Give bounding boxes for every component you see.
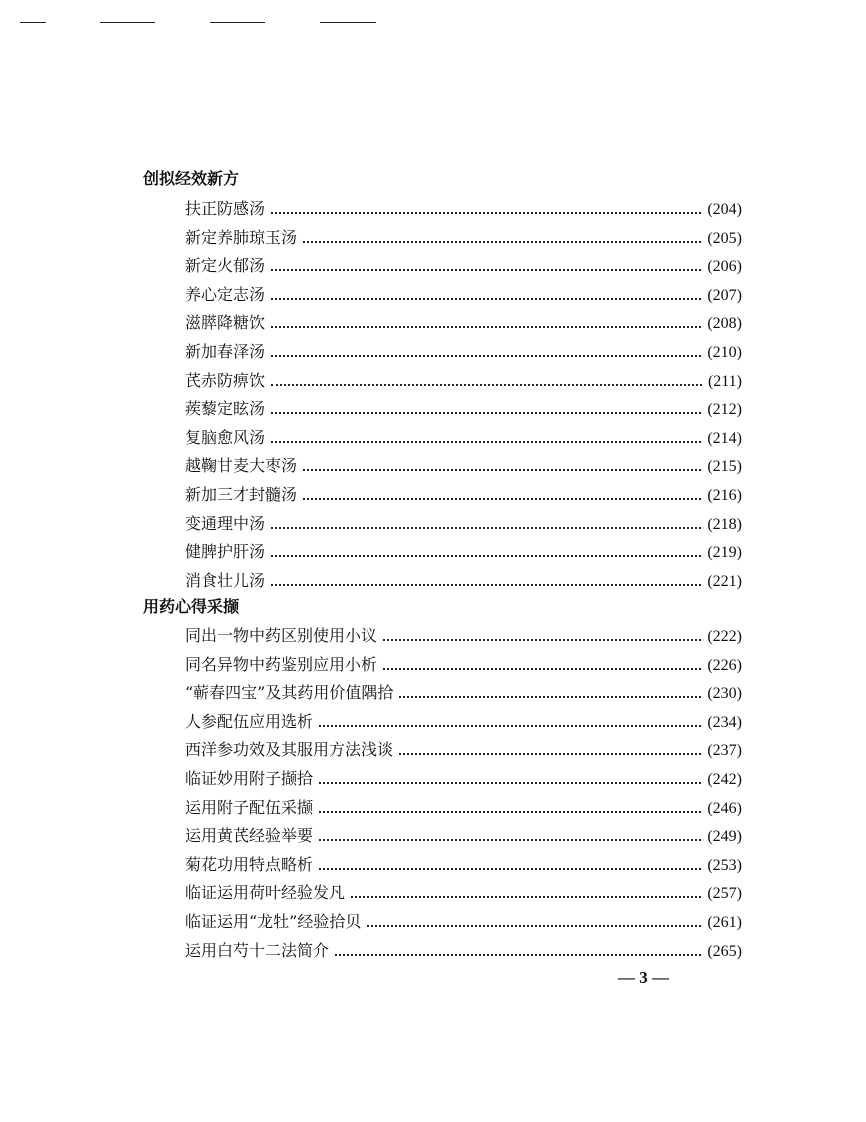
toc-entry[interactable] (185, 482, 742, 504)
header-rule (320, 22, 376, 23)
entry-title: 临证妙用附子撷拾 (185, 769, 314, 788)
entry-title: 临证运用“龙牡”经验拾贝 (185, 912, 362, 931)
toc-entry[interactable] (185, 196, 742, 218)
dot-leader (351, 896, 701, 898)
entry-page: (257) (707, 885, 742, 903)
toc-entry[interactable] (185, 909, 742, 931)
toc-entry[interactable] (185, 511, 742, 533)
toc-entry[interactable] (185, 823, 742, 845)
entry-title: 菊花功用特点略析 (185, 854, 314, 874)
entry-page: (222) (707, 628, 742, 645)
entry-page: (211) (707, 372, 742, 390)
entry-title: 消食壮儿汤 (185, 570, 266, 590)
dot-leader (271, 326, 701, 328)
dot-leader (271, 412, 701, 414)
entry-title: 新定火郁汤 (185, 256, 266, 276)
entry-title: 滋膵降糖饮 (185, 313, 266, 333)
entry-page: (208) (707, 315, 742, 333)
entry-title: 西洋参功效及其服用方法浅谈 (185, 740, 394, 760)
entry-page: (249) (707, 828, 742, 846)
entry-page: (212) (707, 401, 742, 419)
entry-page: (230) (707, 685, 742, 703)
entry-title: 同名异物中药鉴别应用小析 (185, 654, 378, 674)
entry-page: (226) (707, 656, 742, 674)
dot-leader (271, 527, 701, 529)
dot-leader (335, 954, 701, 956)
page-number: — 3 — (618, 968, 669, 987)
entry-title: 蒺藜定眩汤 (185, 399, 266, 419)
toc-entry[interactable] (185, 225, 742, 247)
dot-leader (399, 696, 701, 698)
entry-page: (221) (707, 572, 742, 590)
dot-leader (303, 241, 701, 243)
dot-leader (319, 725, 701, 727)
toc-entry[interactable] (185, 737, 742, 759)
dot-leader (399, 753, 701, 755)
entry-title: 变通理中汤 (185, 513, 266, 533)
entry-title: 临证运用荷叶经验发凡 (185, 883, 346, 903)
toc-entry[interactable] (185, 425, 742, 447)
toc-entry[interactable] (185, 310, 742, 332)
dot-leader (319, 811, 701, 813)
toc-entry[interactable] (185, 568, 742, 590)
entry-title: 运用附子配伍采撷 (185, 797, 314, 817)
dot-leader (319, 868, 701, 870)
entry-page: (242) (707, 771, 742, 788)
entry-title: 越鞠甘麦大枣汤 (185, 456, 298, 476)
dot-leader (271, 441, 701, 443)
toc-entry[interactable] (185, 396, 742, 418)
dot-leader (271, 584, 701, 586)
dot-leader (271, 555, 701, 557)
entry-page: (246) (707, 799, 742, 817)
entry-title: 复脑愈风汤 (185, 427, 266, 447)
entry-title: 同出一物中药区别使用小议 (185, 626, 378, 645)
toc-entry[interactable] (185, 880, 742, 902)
entry-title: 养心定志汤 (185, 284, 266, 304)
entry-page: (205) (707, 229, 742, 247)
entry-page: (218) (707, 515, 742, 533)
entry-page: (214) (707, 429, 742, 447)
entry-page: (207) (707, 286, 742, 304)
entry-title: 新加春泽汤 (185, 342, 266, 361)
entry-page: (216) (707, 487, 742, 504)
entry-page: (210) (707, 344, 742, 361)
dot-leader (303, 498, 701, 500)
dot-leader (303, 469, 701, 471)
dot-leader (271, 384, 702, 386)
entry-page: (204) (707, 201, 742, 218)
toc-entry[interactable] (185, 680, 742, 702)
section-heading: 创拟经效新方 (143, 169, 240, 188)
toc-entry[interactable] (185, 709, 742, 731)
dot-leader (271, 269, 701, 271)
entry-page: (206) (707, 258, 742, 276)
entry-title: 扶正防感汤 (185, 199, 266, 218)
entry-title: 新定养肺琼玉汤 (185, 227, 298, 247)
entry-page: (219) (707, 544, 742, 562)
toc-entry[interactable] (185, 766, 742, 788)
header-rule (210, 22, 265, 23)
toc-entry[interactable] (185, 253, 742, 275)
entry-title: 芪赤防痹饮 (185, 370, 266, 390)
toc-entry[interactable] (185, 852, 742, 874)
dot-leader (367, 925, 701, 927)
entry-title: 健脾护肝汤 (185, 542, 266, 562)
toc-entry[interactable] (185, 795, 742, 817)
toc-entry[interactable] (185, 623, 742, 645)
toc-entry[interactable] (185, 539, 742, 561)
entry-title: 人参配伍应用选析 (185, 711, 314, 731)
entry-title: 运用黄芪经验举要 (185, 826, 314, 846)
toc-entry[interactable] (185, 652, 742, 674)
entry-title: “蕲春四宝”及其药用价值隅拾 (185, 683, 394, 703)
entry-page: (215) (707, 458, 742, 476)
entry-title: 运用白芍十二法简介 (185, 940, 330, 960)
toc-entry[interactable] (185, 339, 742, 361)
entry-page: (234) (707, 713, 742, 731)
header-rule (20, 22, 46, 23)
entry-page: (265) (707, 942, 742, 960)
dot-leader (271, 355, 701, 357)
entry-page: (237) (707, 742, 742, 760)
entry-page: (261) (707, 914, 742, 931)
section-heading: 用药心得采撷 (143, 597, 240, 616)
toc-entry[interactable] (185, 938, 742, 960)
dot-leader (383, 639, 701, 641)
entry-page: (253) (707, 856, 742, 874)
toc-entry[interactable] (185, 368, 742, 390)
dot-leader (271, 298, 701, 300)
toc-entry[interactable] (185, 282, 742, 304)
toc-entry[interactable] (185, 453, 742, 475)
header-rule (100, 22, 155, 23)
dot-leader (271, 212, 701, 214)
dot-leader (319, 782, 701, 784)
dot-leader (319, 839, 701, 841)
entry-title: 新加三才封髓汤 (185, 485, 298, 504)
dot-leader (383, 668, 701, 670)
